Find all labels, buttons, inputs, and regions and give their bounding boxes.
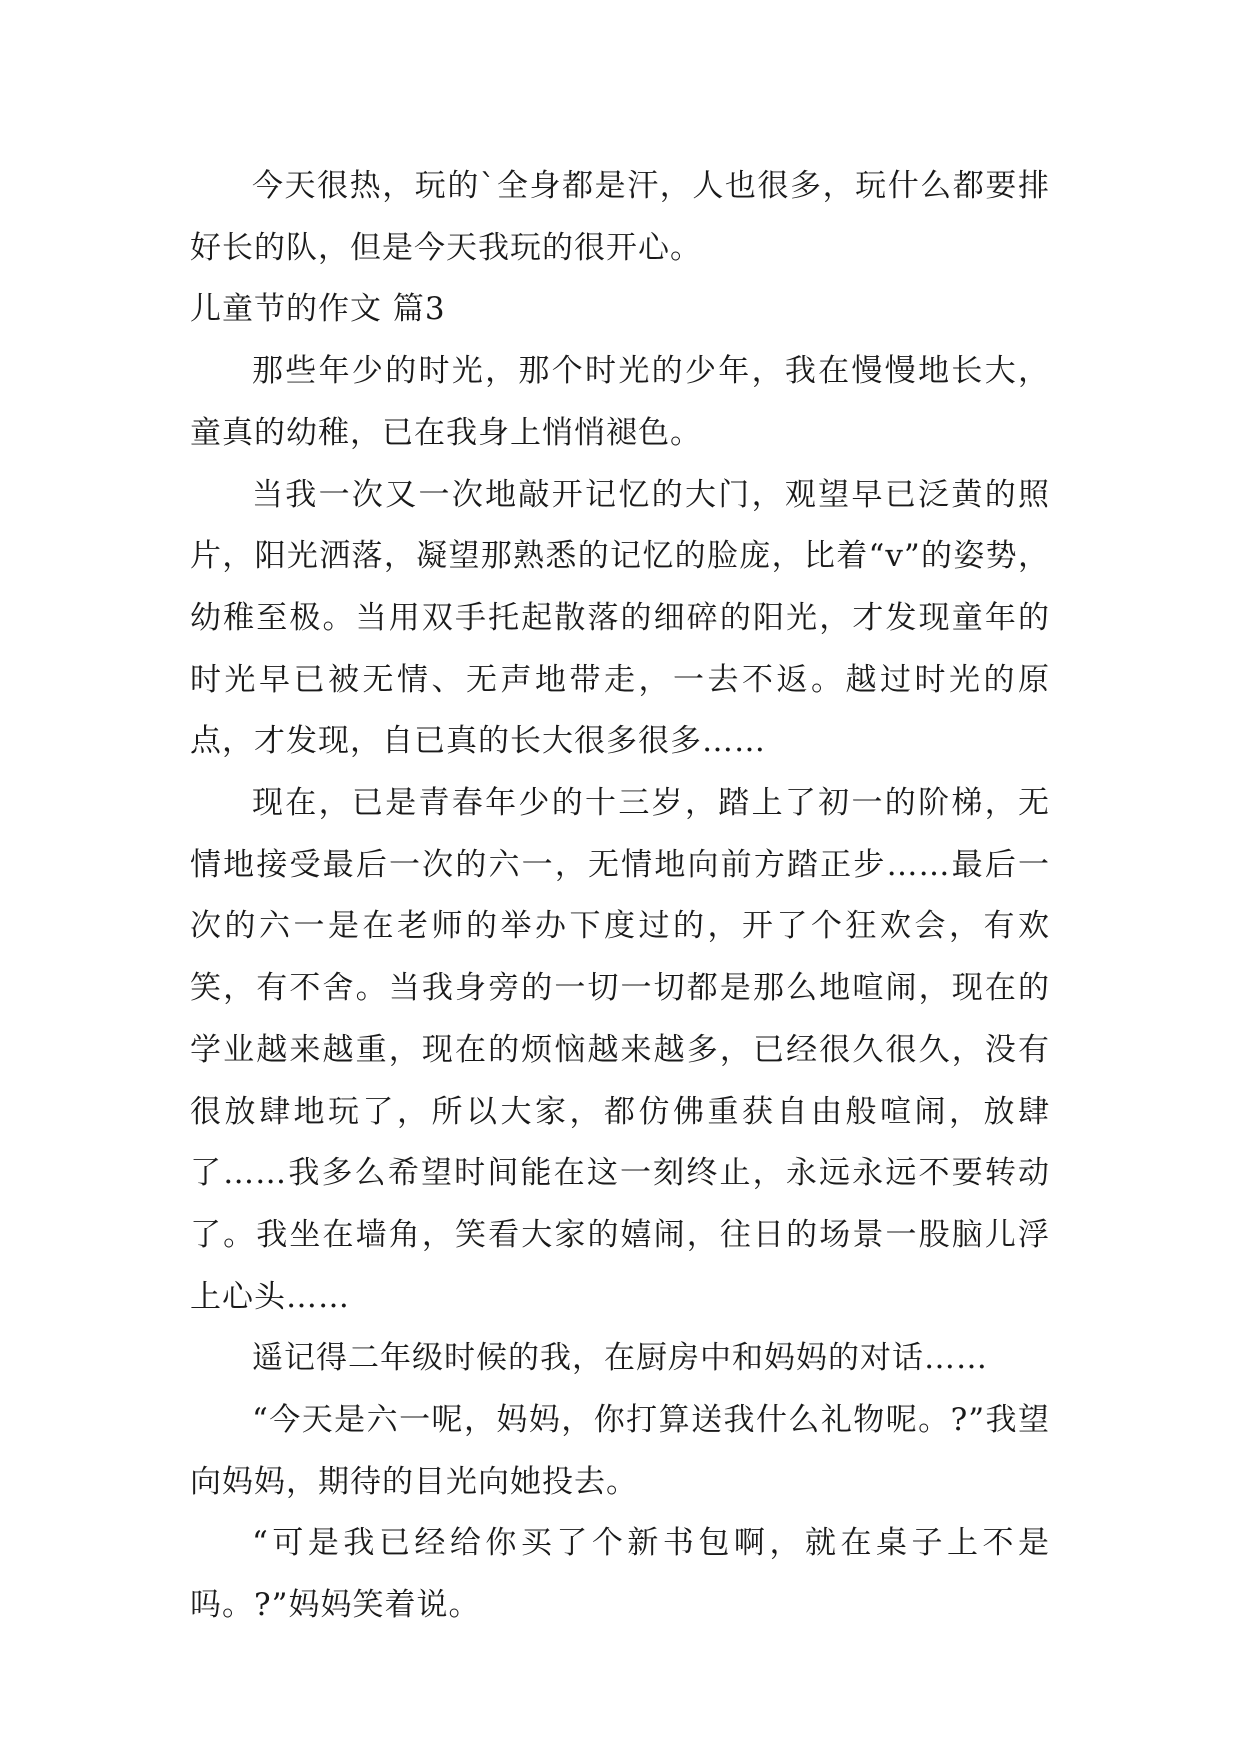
article-body bbox=[190, 156, 1050, 1637]
paragraph-7: “可是我已经给你买了个新书包啊，就在桌子上不是吗。?”妈妈笑着说。 bbox=[190, 1525, 1050, 1624]
paragraph-5: 遥记得二年级时候的我，在厨房中和妈妈的对话…… bbox=[252, 1340, 988, 1377]
paragraph-2: 那些年少的时光，那个时光的少年，我在慢慢地长大，童真的幼稚，已在我身上悄悄褪色。 bbox=[190, 353, 1050, 451]
paragraph-1: 今天很热，玩的`全身都是汗，人也很多，玩什么都要排好长的队，但是今天我玩的很开心。 bbox=[190, 168, 1050, 266]
paragraph-3: 当我一次又一次地敲开记忆的大门，观望早已泛黄的照片，阳光洒落，凝望那熟悉的记忆的脸庞，比着“v”的姿势，幼稚至极。当用双手托起散落的细碎的阳光，才发现童年的时光早已被无情、无声地带走，一去不返。越过时光的原点，才发现，自已真的长大很多很多…… bbox=[190, 476, 1050, 760]
section-heading: 儿童节的作文 篇3 bbox=[190, 291, 446, 328]
paragraph-4: 现在，已是青春年少的十三岁，踏上了初一的阶梯，无情地接受最后一次的六一，无情地向前方踏正步……最后一次的六一是在老师的举办下度过的，开了个狂欢会，有欢笑，有不舍。当我身旁的一切一切都是那么地喧闹，现在的学业越来越重，现在的烦恼越来越多，已经很久很久，没有很放肆地玩了，所以大家，都仿佛重获自由般喧闹，放肆了……我多么希望时间能在这一刻终止，永远永远不要转动了。我坐在墙角，笑看大家的嬉闹，往日的场景一股脑儿浮上心头…… bbox=[190, 785, 1050, 1315]
paragraph-6: “今天是六一呢，妈妈，你打算送我什么礼物呢。?”我望向妈妈，期待的目光向她投去。 bbox=[190, 1402, 1050, 1500]
